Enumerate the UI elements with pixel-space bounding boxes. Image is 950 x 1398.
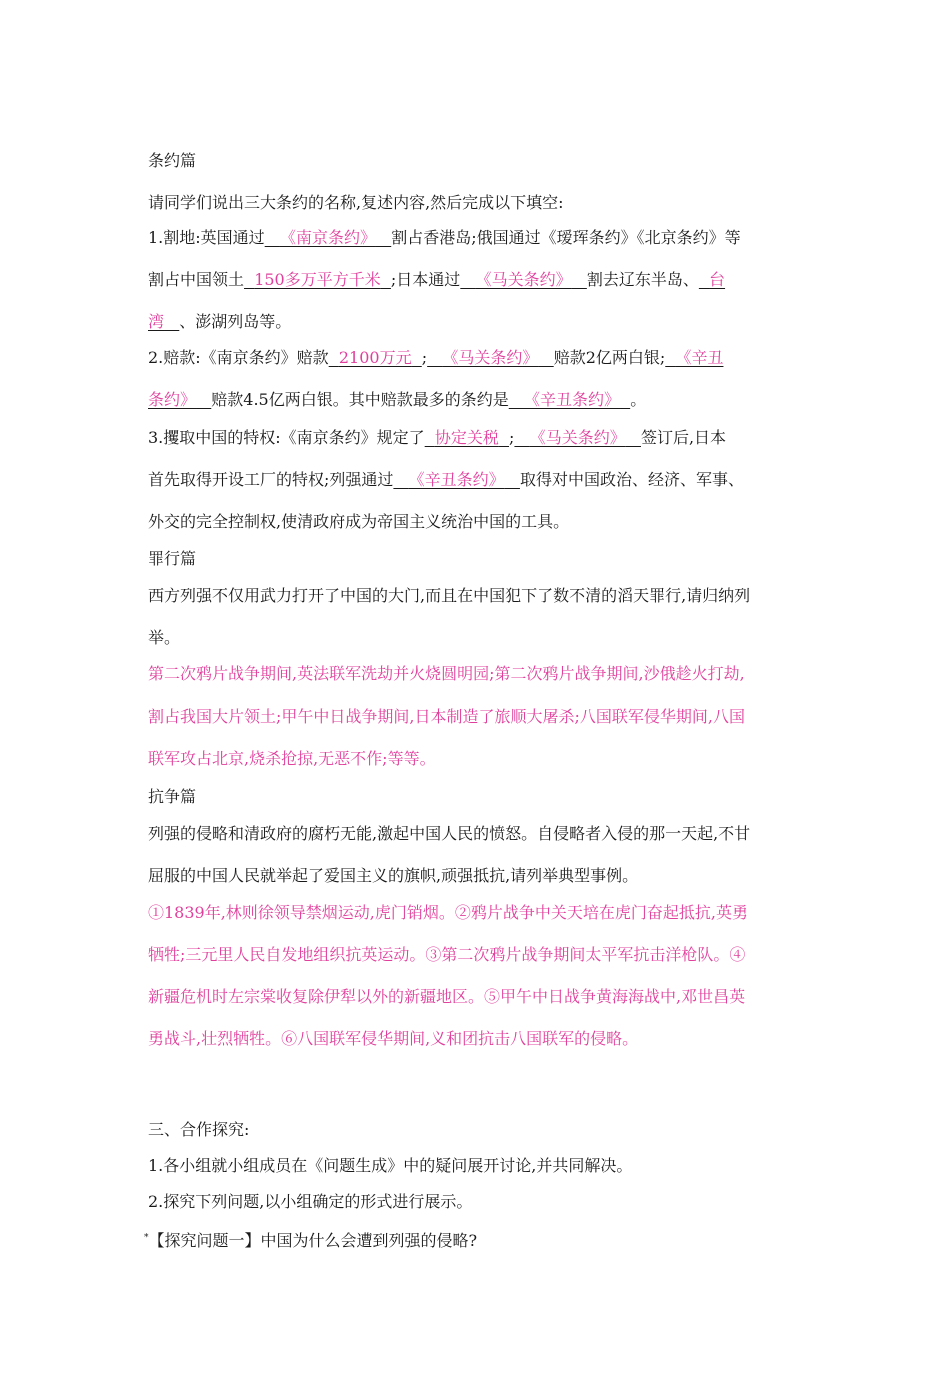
answer-blank [265, 228, 392, 247]
q2-text: 。 [630, 390, 647, 409]
q2-text: 赔款2亿两白银; [553, 348, 666, 367]
answer-text: 《辛丑 [675, 348, 724, 367]
answer-text: 协定关税 [434, 428, 499, 447]
q3-text: ; [509, 428, 515, 447]
crime-answer-line-3: 联军攻占北京,烧杀抢掠,无恶不作;等等。 [148, 749, 436, 768]
answer-blank [665, 348, 723, 367]
answer-text: 《马关条约》 [529, 428, 626, 447]
answer-blank [244, 270, 391, 289]
q3-text: 首先取得开设工厂的特权;列强通过 [148, 470, 394, 489]
q3-line-3: 外交的完全控制权,使清政府成为帝国主义统治中国的工具。 [148, 512, 570, 531]
crime-intro-line-1: 西方列强不仅用武力打开了中国的大门,而且在中国犯下了数不清的滔天罪行,请归纳列 [148, 586, 751, 605]
q2-line-1 [148, 348, 723, 368]
asterisk-mark: * [144, 1233, 149, 1243]
struggle-answer-line-3: 新疆危机时左宗棠收复除伊犁以外的新疆地区。⑤甲午中日战争黄海海战中,邓世昌英 [148, 987, 746, 1006]
explore-question-text: 【探究问题一】中国为什么会遭到列强的侵略? [148, 1231, 478, 1250]
answer-text: 湾 [148, 312, 165, 331]
answer-text: 2100万元 [338, 348, 412, 367]
answer-text: 条约》 [148, 390, 197, 409]
answer-blank [699, 270, 725, 289]
q2-line-2 [148, 390, 646, 410]
q3-text: 签订后,日本 [640, 428, 727, 447]
coop-item-1: 1.各小组就小组成员在《问题生成》中的疑问展开讨论,并共同解决。 [148, 1156, 633, 1175]
q3-line-1 [148, 428, 726, 448]
section-title-cooperation: 三、合作探究: [148, 1120, 250, 1139]
struggle-answer-line-2: 牺牲;三元里人民自发地组织抗英运动。③第二次鸦片战争期间太平军抗击洋枪队。④ [148, 945, 746, 964]
q3-line-2 [148, 470, 744, 490]
answer-blank [427, 348, 554, 367]
section-title-treaty: 条约篇 [148, 151, 197, 170]
q1-text: 1.割地:英国通过 [148, 228, 265, 247]
answer-text: 《辛丑条约》 [408, 470, 505, 489]
crime-answer-line-2: 割占我国大片领土;甲午中日战争期间,日本制造了旅顺大屠杀;八国联军侵华期间,八国 [148, 707, 745, 726]
struggle-intro-line-1: 列强的侵略和清政府的腐朽无能,激起中国人民的愤怒。自侵略者入侵的那一天起,不甘 [148, 824, 751, 843]
q1-line-3 [148, 312, 291, 332]
q2-text: ; [421, 348, 428, 367]
explore-question-1 [144, 1228, 477, 1251]
section-title-crime: 罪行篇 [148, 549, 197, 568]
answer-text: 《马关条约》 [442, 348, 539, 367]
struggle-intro-line-2: 屈服的中国人民就举起了爱国主义的旗帜,顽强抵抗,请列举典型事例。 [148, 866, 639, 885]
answer-blank [514, 428, 641, 447]
answer-blank [329, 348, 422, 367]
q1-text: 割占香港岛;俄国通过《瑷珲条约》《北京条约》等 [391, 228, 741, 247]
q1-line-2 [148, 270, 725, 290]
answer-blank [425, 428, 509, 447]
q1-text: ;日本通过 [390, 270, 461, 289]
answer-blank [148, 390, 211, 409]
q2-text: 赔款4.5亿两白银。其中赔款最多的条约是 [211, 390, 509, 409]
answer-text: 《南京条约》 [279, 228, 376, 247]
q1-text: 、澎湖列岛等。 [179, 312, 292, 331]
answer-text: 《马关条约》 [475, 270, 572, 289]
q1-text: 割去辽东半岛、 [586, 270, 699, 289]
answer-text: 150多万平方千米 [254, 270, 381, 289]
crime-answer-line-1: 第二次鸦片战争期间,英法联军洗劫并火烧圆明园;第二次鸦片战争期间,沙俄趁火打劫, [148, 664, 745, 683]
q1-text: 割占中国领土 [148, 270, 245, 289]
answer-blank [148, 312, 179, 331]
section-title-struggle: 抗争篇 [148, 787, 197, 806]
q3-text: 取得对中国政治、经济、军事、 [519, 470, 744, 489]
answer-blank [509, 390, 630, 409]
answer-text: 台 [709, 270, 726, 289]
coop-item-2: 2.探究下列问题,以小组确定的形式进行展示。 [148, 1192, 473, 1211]
answer-blank [393, 470, 520, 489]
q1-line-1 [148, 228, 741, 248]
q3-text: 3.攫取中国的特权:《南京条约》规定了 [148, 428, 425, 447]
crime-intro-line-2: 举。 [148, 628, 181, 647]
answer-blank [460, 270, 587, 289]
q2-text: 2.赔款:《南京条约》赔款 [148, 348, 329, 367]
answer-text: 《辛丑条约》 [524, 390, 621, 409]
treaty-intro: 请同学们说出三大条约的名称,复述内容,然后完成以下填空: [148, 193, 564, 212]
struggle-answer-line-4: 勇战斗,壮烈牺牲。⑥八国联军侵华期间,义和团抗击八国联军的侵略。 [148, 1029, 639, 1048]
struggle-answer-line-1: ①1839年,林则徐领导禁烟运动,虎门销烟。②鸦片战争中关天培在虎门奋起抵抗,英勇 [148, 903, 748, 922]
